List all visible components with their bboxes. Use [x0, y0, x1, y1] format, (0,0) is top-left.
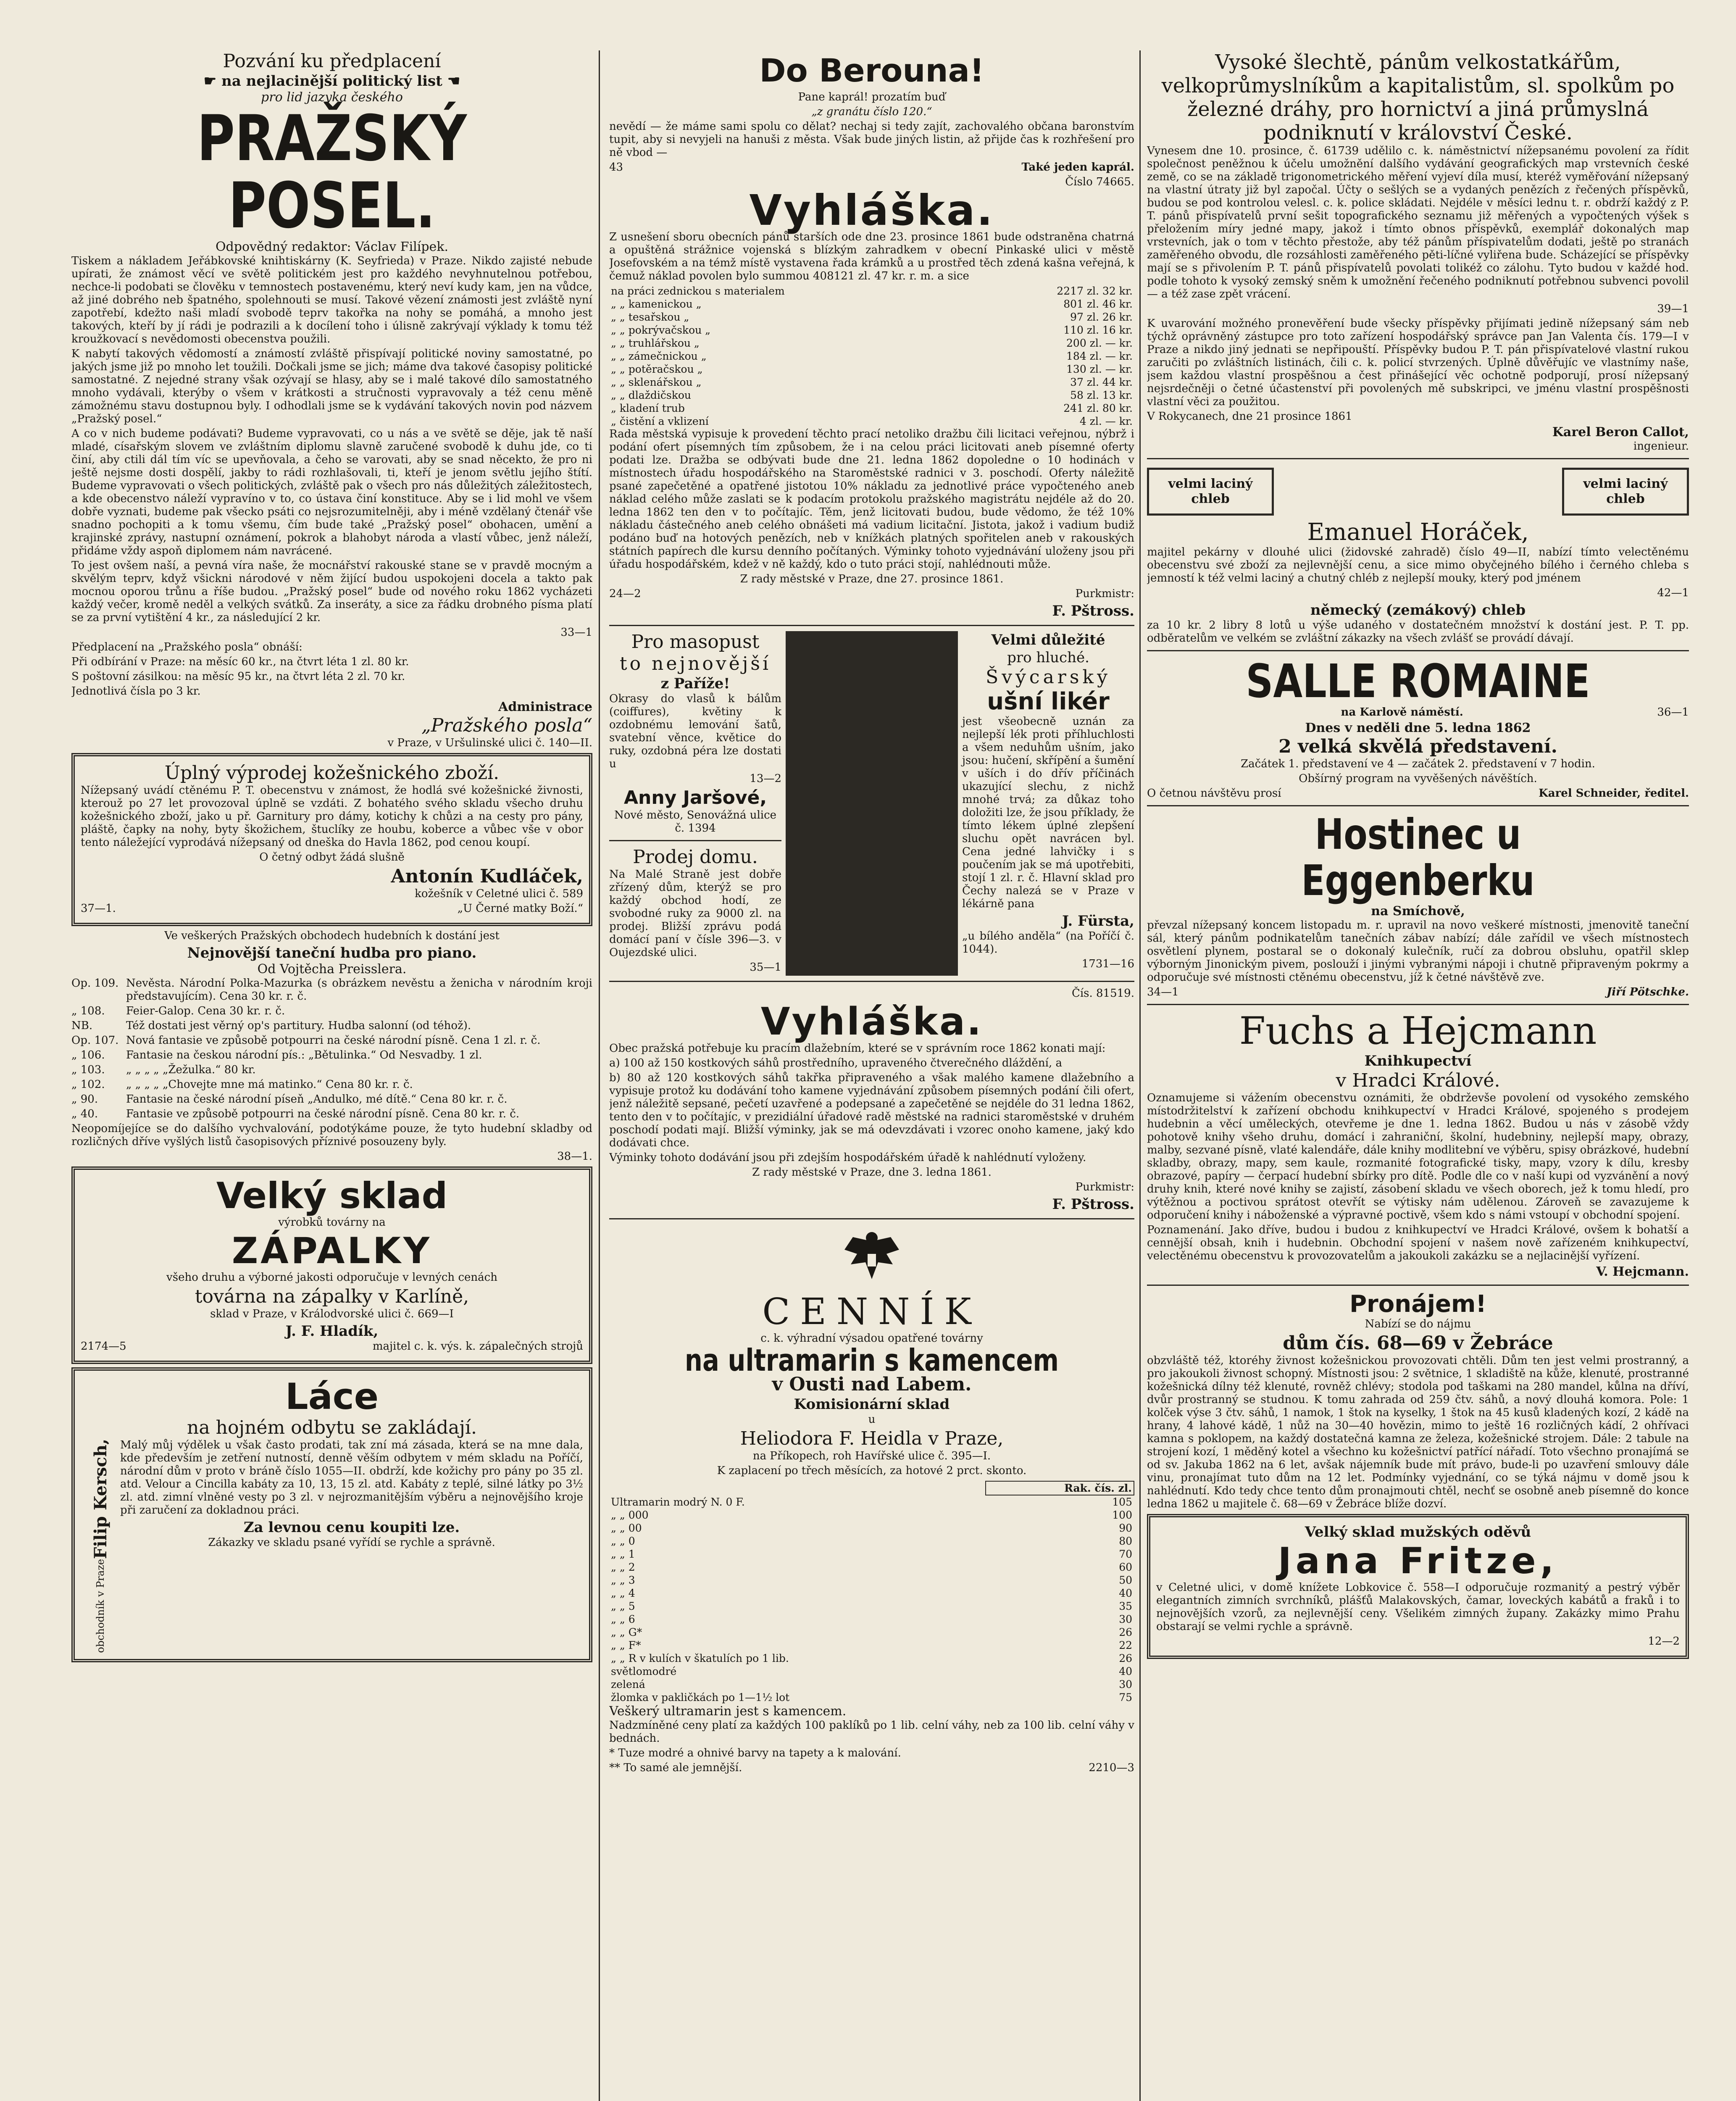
divider [1147, 458, 1689, 459]
beroun-body: nevědí — že máme sami spolu co dělat? nechaj si tedy zajít, zachovalého občana baronstvím tupit, aby si nevyjeli na hanuši z města. Však bude jiných listin, až přijde čas k rozhřešení pro ně vbod — [609, 120, 1134, 159]
cost-value: 130 zl. — kr. [1066, 363, 1133, 375]
inn-title: Hostinec u Eggenberku [1301, 810, 1535, 905]
rent-body: obzvláště též, ktoréhy živnost kožešnickou provozovati chtěli. Dům ten jest velmi prostranný, a pro jakoukoli živnost schopný. Místnosti jsou: 2 světnice, 1 skladiště na kůže, klenuté, prostranné kožešnická dílny též klenuté, rovněž chlévy; stodola pod taškami na 280 mandel, kůlna na dříví, dvůr prostranný se studnou. K tomu zahrada od 259 čtv. sáhů, a nový dlouhá komora. Pole: 1 kolček výse 3 čtv. sáhů, 1 namok, 1 štok na kyselky, 1 štok na 45 kusů kladených kozí, 2 kádě na hrany, 4 lahové kádě, 1 nůž na 30—40 hovězin, mimo to ještě 16 rozličných kádí, 2 ohřívaci kamna s poklopem, na každý dostatečná kamna ze železa, kožešnické strojem. Dále: 2 tabule na strojení kozí, 1 měděný kotel a všechno ku kožešnictví patřící nářadí. Toto všechno pronajímá se od sv. Jakuba 1862 na 6 let, avšak nájemník bude mít právo, bude-li po uzavření smlouvy dále vinu, pronajímat tuto dům na 12 let. Podmínky vyjednání, co se týká nájmu v domě jsou k nahlédnutí. Kdo tedy chce tento dům pronajmouti chtěl, nechť se osobně aneb písemně do konce ledna 1862 u majitele č. 68—69 v Žebráce blíže dozví. [1147, 1354, 1689, 1510]
price-value: 35 [1119, 1600, 1132, 1612]
notice-item: b) 80 až 120 kostkových sáhů takřka připraveného a však malého kamene dlažebního a vypisuje protož ku dodávání toho kamene vyjednávání způsobem písemných podání čili ofert, jenž náležitě sepsané, pečetí uzavřené a podepsané a zapečetěné se nejdéle do 31 ledna 1862, tento den v to počítajíc, v prezidiální úřadové radě městské na radnici staroměstské v druhém poschodí podati mají. Bližší výminky, jak se má odevzdávati i vzorec onoho kamene, jaký kdo dodávati chce. [609, 1072, 1134, 1149]
salle-director: Karel Schneider, ředitel. [1539, 787, 1689, 800]
cheap-side [81, 1439, 120, 1653]
matches-owner: J. F. Hladík, [285, 1323, 379, 1340]
bakery-body: za 10 kr. 2 libry 8 lotů u výše udaného v dostatečném množství k dostání jest. P. T. pp. odběratelům ve velkém se zvláštní zákazky na všech zvlášť se provádí dávají. [1147, 619, 1689, 645]
pricelist-payment: K zaplacení po třech měsících, za hotové 2 prct. skonto. [717, 1464, 1027, 1477]
ad-number: 35—1 [750, 961, 781, 974]
matches-ad [71, 1166, 592, 1364]
table-row [609, 415, 1134, 428]
music-title: Nejnovější taneční hudba pro piano. [187, 945, 477, 961]
table-row [609, 298, 1134, 311]
price-line: Při odbírání v Praze: na měsíc 60 kr., na čtvrt léta 1 zl. 80 kr. [71, 656, 409, 668]
carnival-title: Pro masopust [631, 631, 760, 653]
table-row [609, 1535, 1134, 1548]
music-item: Nevěsta. Národní Polka-Mazurka (s obrázkem nevěstu a ženicha v národním kroji představujícím). Cena 30 kr. r. č. [126, 977, 592, 1003]
subscription-body: To jest ovšem naší, a pevná víra naše, že mocnářství rakouské stane se v pravdě mocným a skvělým teprv, když všickni národové v něm žijící budou uspokojeni docela a takto pak mocnou oporou trůnu a říše budou. „Pražský posel“ bude od nového roku 1862 vycházeti každý večer, kromě neděl a velkých svátků. Za inseráty, a sice za řádku drobného písma platí se za první vytištění 4 kr., za následující 2 kr. [71, 559, 592, 624]
height-maps-place: V Rokycanech, dne 21 prosince 1861 [1147, 410, 1352, 423]
table-row [609, 1495, 1134, 1509]
eagle-emblem-icon [840, 1224, 903, 1287]
clothing-body: v Celetné ulici, v domě knížete Lobkovice č. 558—I odporučuje rozmanitý a pestrý výběr elegantních zimních svrchníků, plášťů Malakovských, čamar, loveckých kabátů a fraků i to nejnovějších vzorů, za nejlevnější ceny. Všelikém zimných župany. Zakázky mimo Prahu obstarají se velmi rychle a správně. [1156, 1581, 1680, 1633]
fur-address: kožešník v Celetné ulici č. 589 [415, 887, 583, 900]
table-row [609, 284, 1134, 298]
cheap-sub: na hojném odbytu se zakládají. [187, 1417, 477, 1438]
divider [1147, 805, 1689, 806]
notice-title: Vyhláška. [749, 186, 994, 235]
price-value: 105 [1112, 1496, 1132, 1508]
matches-sub: výrobků továrny na [278, 1216, 386, 1229]
bakery-body: majitel pekárny v dlouhé ulici (židovské zahradě) číslo 49—II, nabízí tímto velectěnému obecenstvu své zboží za nejlevnější cenu, a sice mimo obyčejného bílého i černého chleba s jemností k též velmi laciný a chutný chléb z nejlepší mouky, který pod jménem [1147, 546, 1689, 584]
ad-number: 24—2 [609, 587, 641, 600]
bookshop-signature: V. Hejcmann. [1596, 1264, 1689, 1279]
music-op: „ 102. [71, 1078, 105, 1091]
matches-body: všeho druhu a výborné jakosti odporučuje v levných cenách [166, 1271, 497, 1284]
column-2 [609, 50, 1134, 2101]
cost-value: 4 zl. — kr. [1079, 415, 1133, 427]
admin-name: „Pražského posla“ [421, 715, 592, 736]
divider [1147, 1004, 1689, 1005]
vertical-divider [786, 631, 958, 976]
notice-body: Obec pražská potřebuje ku pracím dlažebním, které se v správním roce 1862 konati mají: [609, 1042, 1106, 1055]
beroun-line: „z granátu číslo 120.“ [811, 105, 932, 118]
music-top: Ve veškerých Pražských obchodech hudebních k dostání jest [164, 929, 500, 942]
cost-item: „ kladení trub [611, 402, 685, 414]
table-row [609, 1587, 1134, 1600]
cost-item: „ „ tesařskou „ [611, 311, 689, 323]
matches-big: ZÁPALKY [231, 1230, 432, 1272]
notice-2 [609, 987, 1134, 1213]
music-op: „ 90. [71, 1093, 98, 1106]
matches-store: sklad v Praze, v Králodvorské ulici č. 669—I [210, 1308, 454, 1320]
divider [1147, 1285, 1689, 1286]
ad-number: 33—1 [560, 626, 592, 639]
pricelist-merchant: Heliodora F. Heidla v Praze, [740, 1428, 1004, 1449]
column-rule [1139, 50, 1141, 2101]
music-op: NB. [71, 1019, 93, 1032]
cost-item: „ „ truhlářskou „ [611, 337, 700, 349]
rent-title: Pronájem! [1349, 1290, 1486, 1318]
cheap-title: Láce [285, 1376, 379, 1418]
cheap-tail: Za levnou cenu koupiti lze. [243, 1519, 460, 1536]
subscription-body: Tiskem a nákladem Jeřábkovské knihtiskárny (K. Seyfrieda) v Praze. Nikdo zajisté nebude upírati, že známost věcí ve světě politickém jest pro každého nevyhnutelnou potřebou, nechce-li podobati se člověku v temnostech postavenému, který neví kudy kam, jen na vůdce, až jiné dobrého neb špatného, spolehnouti se musí. Takové vězení známosti jest zvláště nyní zapotřebí, kdežto naši mladí svobodě teprv takořka na nohy se pomáhá, a mnoho jest takových, kteří by jí rádi je podrazili a k docílení toho i úlisně zakrývají výklady k tomu též kroužkovací s nevědomosti obecenstva použili. [71, 255, 592, 345]
cost-table [609, 284, 1134, 428]
price-label: „ „ R v kulích v škatulích po 1 lib. [611, 1652, 789, 1664]
clothing-ad [1147, 1514, 1689, 1659]
bookshop-title: Fuchs a Hejcmann [1239, 1009, 1597, 1053]
notice-place: Z rady městské v Praze, dne 27. prosince 1861. [740, 573, 1004, 585]
price-line: S poštovní zásilkou: na měsíc 95 kr., na čtvrt léta 2 zl. 70 kr. [71, 670, 405, 683]
matches-title: Velký sklad [216, 1175, 448, 1217]
music-author: Od Vojtěcha Preisslera. [257, 962, 407, 977]
table-row [609, 1639, 1134, 1652]
divider [609, 981, 1134, 982]
carnival-shop: Anny Jaršové, [623, 787, 767, 808]
matches-factory: továrna na zápalky v Karlíně, [195, 1286, 469, 1307]
column-3 [1147, 50, 1689, 2101]
music-item: Fantasie ve způsobě potpourri na české národní písně. Cena 80 kr. r. č. [126, 1108, 520, 1120]
notice-number: Číslo 74665. [1065, 176, 1134, 188]
beroun-sign: Také jeden kaprál. [1021, 161, 1134, 174]
column-rule [599, 50, 600, 2101]
cost-item: „ „ kamenickou „ [611, 298, 702, 310]
salle-ask: O četnou návštěvu prosí [1147, 787, 1281, 800]
price-value: 80 [1119, 1535, 1132, 1547]
subscription-line-text: na nejlacinější politický list [221, 73, 442, 90]
table-row [609, 1600, 1134, 1613]
carnival-ad [609, 631, 786, 976]
divider [609, 1218, 1134, 1219]
subscription-invite: Pozvání ku předplacení [223, 50, 441, 72]
pricelist-title: CENNÍK [762, 1291, 981, 1333]
price-value: 26 [1119, 1626, 1132, 1638]
pricelist-note: * Tuze modré a ohnivé barvy na tapety a k malování. [609, 1747, 901, 1759]
masthead-title: PRAŽSKÝ POSEL. [197, 102, 467, 242]
music-op: Op. 109. [71, 977, 119, 990]
table-row [609, 350, 1134, 363]
price-value: 30 [1119, 1613, 1132, 1625]
beroun-title: Do Berouna! [759, 52, 984, 89]
cost-item: „ „ zámečnickou „ [611, 350, 707, 362]
house-sale-body: Na Malé Straně jest dobře zřízený dům, kterýž se pro každý obchod hodí, ze svobodné ruky za 9000 zl. na prodej. Bližší zprávu podá domácí paní v čísle 396—3. v Oujezdské ulici. [609, 868, 781, 959]
price-label: „ „ 2 [611, 1561, 635, 1573]
cost-value: 184 zl. — kr. [1066, 350, 1133, 362]
notice-place: Z rady městské v Praze, dne 3. ledna 1861. [752, 1166, 992, 1179]
price-value: 40 [1119, 1665, 1132, 1677]
price-value: 30 [1119, 1678, 1132, 1690]
cost-value: 2217 zl. 32 kr. [1057, 285, 1133, 297]
table-row [609, 402, 1134, 415]
salle-program: Obšírný program na vyvěšených návěštích. [1299, 772, 1537, 785]
salle-date: Dnes v neděli dne 5. ledna 1862 [1305, 721, 1531, 735]
notice-body: Rada městská vypisuje k provedení těchto prací netoliko dražbu čili licitaci veřejnou, nýbrž i podání ofert písemných tím způsobem, že i na celou práci licitovati aneb písemné oferty podati lze. Dražba se odbývati bude dne 21. ledna 1862 dopoledne o 10 hodinách v místnostech úřadu hospodářského na Staroměstské radnici v 3. poschodí. Oferty náležitě psané zapečetěné a opatřené jistotou 10% nákladu za jednotlivé práce vypočteného aneb náklad celého může zaslati se k podacím protokolu pražského magistrátu nejdéle až do 20. ledna 1862 ten den v to počítajíc. Těm, jenž licitovati budou, bude vědomo, že též 10% nákladu částečného aneb celého obnášeti má vadium licitační. Jistota, jakož i vadium budiž podáno buď na hotových penězích, neb v knížkách platných spořitelen aneb v rakouských státních papírech dle kursu denního počítaných. Výminky tohoto vyjednávání uloženy jsou při úřadu hospodářském, kdež v ně každý, kdo o tuto práci stojí, nahlédnouti může. [609, 428, 1134, 571]
table-row [609, 324, 1134, 337]
bookshop-body: Oznamujeme si vážením obecenstvu oznámiti, že obdrževše povolení od vysokého zemského místodržitelství k zařízení obchodu knihkupectví v Hradci Králové, spojeného s prodejem hudebnin a věcí uměleckých, otevřeme je dne 1. ledna 1862. Budou u nás v zásobě vždy pohotově knihy všeho druhu, domácí i zahraniční, školní, hudebniny, nejlepší mapy, obrazy, malby, sezvané písně, vlaté kalendáře, dále knihy modlitební ve výběru, spisy obrázkové, hudební skladby, obrazy, mapy, sem kaule, rozmanité fotografické tisky, mapy, vzory k dílu, kresby obrazové, papíry — čerpací hudební sbírky pro dítě. Podle dle co v naší kupi od vyzvánění a nový druhy knih, které nové knihy se zajistí, zásobení skladu ve všech oborech, jež k tomu hledí, pro výtěžnou a poctivou sprátost otevřít se výtisky nám udělenou. Zároveň se zavazujeme k odporučení knihy i náboženské a výpravné poctivě, všem kdo s námi vstoupí v obchodní spojení. [1147, 1092, 1689, 1222]
ad-number: 42—1 [1657, 587, 1689, 599]
notice-body: Výminky tohoto dodávání jsou při zdejším hospodářském úřadě k nahlédnutí vyloženy. [609, 1151, 1086, 1164]
ear-body: jest všeobecně uznán za nejlepší lék proti příhluchlosti a všem neduhům ušním, jako jsou: hučení, skřípění a šumění v uších i do dřív příčinách ukazující slechu, z nichž mnohé trvá; za důkaz toho doložiti lze, že jsou příklady, že tímto lékem úplné zlepšení sluchu opět navrácen byl. Cena jedné lahvičky i s poučením jak se má upotřebiti, stojí 1 zl. r. č. Hlavní sklad pro Čechy nalezá se v Praze v lékárně pana [962, 715, 1134, 910]
ad-number: 39—1 [1657, 303, 1689, 315]
salle-place: na Karlově náměstí. [1341, 706, 1463, 719]
editor-line: Odpovědný redaktor: Václav Filípek. [215, 240, 449, 254]
price-header: Předplacení na „Pražského posla“ obnáší: [71, 641, 302, 653]
price-value: 26 [1119, 1652, 1132, 1664]
ad-number: 34—1 [1147, 986, 1179, 998]
cost-item: „ „ pokrývačskou „ [611, 324, 711, 336]
cost-item: na práci zednickou s materialem [611, 285, 785, 297]
notice-title: Vyhláška. [760, 1000, 983, 1044]
price-label: „ „ F* [611, 1639, 641, 1651]
price-label: „ „ G* [611, 1626, 642, 1638]
pricelist-warehouse: Komisionární sklad [794, 1396, 950, 1413]
fur-merchant: Antonín Kudláček, [391, 866, 583, 887]
ad-number: 2210—3 [1089, 1761, 1134, 1774]
price-label: „ „ 1 [611, 1548, 635, 1560]
table-row [609, 311, 1134, 324]
ear-title: Velmi důležité [991, 632, 1105, 648]
table-row [609, 376, 1134, 389]
table-row [609, 337, 1134, 350]
bookshop-ad [1147, 1010, 1689, 1280]
price-label: světlomodré [611, 1665, 677, 1677]
music-op: „ 108. [71, 1005, 105, 1017]
cheap-ad [71, 1367, 592, 1662]
house-sale-title: Prodej domu. [633, 846, 758, 868]
cost-value: 97 zl. 26 kr. [1070, 311, 1133, 323]
music-op: „ 103. [71, 1064, 105, 1076]
music-item: Feier-Galop. Cena 30 kr. r. č. [126, 1005, 285, 1017]
notice-signature: F. Pštross. [1052, 603, 1134, 619]
music-item: „ „ „ „ „Žežulka.“ 80 kr. [126, 1064, 256, 1076]
table-header [609, 1481, 1134, 1495]
price-value: 75 [1119, 1691, 1132, 1703]
table-row [609, 1574, 1134, 1587]
clothing-title: Velký sklad mužských oděvů [1305, 1524, 1531, 1540]
price-label: „ „ 6 [611, 1613, 635, 1625]
fur-body: Nížepsaný uvádí ctěnému P. T. obecenstvu v známost, že hodlá své kožešnické živnosti, kterouž po 27 let provozoval úplně se vzdáti. Z bohatého svého skladu všecho druhu kožešnického zboží, jako u př. Garnitury pro dámy, kotichy k chůzi a na cesty pro pány, pláště, čapky na nohy, byty škožichem, štuclíky ze houbu, koberce a vůbec vše v obor tento náležející vyprodává nížepsaný od dneška do Havla 1862, pod cenou koupí. [81, 784, 583, 849]
subscription-body: A co v nich budeme podávati? Budeme vypravovati, co u nás a ve světě se děje, jak tě naší mladé, císařským slovem ve zvláštním diplomu slavně zaručené svobodě k duhu jde, co ti činí, aby ctili dál tím víc se upevňovala, a čeho se varovati, aby se snad něcekto, že pro ni ještě nejsme dosti dospělí, jakby to rádi rozhlašovali, ti, kteří je jenom světlu jejího štítí. Budeme vypravovati o všech politických, zvláště pak o všech pro nás důležitých záležitostech, a kde obecenstvo náleží vypravíno v to, co ústava činí konstituce. Aby se i lid mohl ve všem dobře vyznati, budeme pak všecko psáti co nejsrozumitelněji, aby i méně vzdělaný čtenář vše snadno pochopiti a k tomu všemu, čím bude také „Pražský posel“ obohacen, umění a krajinské zprávy, nastupní oznámení, pokrok a blahobyt národa a vlastí vůbec, jenž náleží, přidáme vždy aspoň diplomem nám navrácené. [71, 427, 592, 557]
ad-number: 13—2 [750, 772, 781, 785]
notice-number: Čís. 81519. [1071, 987, 1134, 1000]
subscription-ad [71, 50, 592, 750]
music-op: „ 40. [71, 1108, 98, 1120]
price-label: žlomka v pakličkách po 1—1½ lot [611, 1691, 790, 1703]
price-value: 90 [1119, 1522, 1132, 1534]
table-row [609, 1613, 1134, 1626]
clothing-owner: Jana Fritze, [1278, 1540, 1558, 1582]
pricelist-place: v Ousti nad Labem. [772, 1374, 972, 1395]
ad-number: 43 [609, 161, 623, 174]
salle-title: SALLE ROMAINE [1246, 654, 1590, 708]
notice-1 [609, 186, 1134, 620]
bookshop-sub: Knihkupectví [1364, 1053, 1472, 1069]
cost-value: 37 zl. 44 kr. [1070, 376, 1133, 388]
subscription-line: ☛ na nejlacinější politický list ☚ [203, 73, 460, 90]
rent-lead: Nabízí se do nájmu [1365, 1318, 1471, 1330]
subscription-body: K nabytí takových vědomostí a známostí zvláště přispívají politické noviny samostatné, po jakých jsme již po mnoho let toužili. Dočkali jsme se jich; máme dva takové časopisy politické samostatné. Z nejedné strany však ozývají se hlasy, aby se i malé takové dílo samostatného mnoho vydávali, kterýby o všem v krátkosti a stručnosti vypravovaly a též cenu měně zámožnému stavu dostupnou byly. I odhodlali jsme se k vydávání takových novin pod názvem „Pražský posel.“ [71, 348, 592, 425]
height-maps-name: Karel Beron Callot, [1552, 425, 1689, 440]
ear-title: pro hluché. [1007, 649, 1089, 666]
table-row [609, 1522, 1134, 1535]
cost-value: 241 zl. 80 kr. [1063, 402, 1133, 414]
cost-value: 200 zl. — kr. [1066, 337, 1133, 349]
cost-item: „ „ sklenářskou „ [611, 376, 702, 388]
carnival-title: z Paříže! [660, 675, 730, 692]
cost-value: 801 zl. 46 kr. [1063, 298, 1133, 310]
height-maps-body: K uvarování možného pronevěření bude všecky příspěvky přijímati jedině nížepsaný sám neb týchž oprávněný zástupce pro toto zařízení hospodářský správce pan Jan Valenta čís. 179—I v Praze a nikdo jiný jednati se nepřipouští. Příspěvky budou P. T. pán přispívatelové vlastní rukou zaručiti po zvláštních listinách, čili c. k. policí stvrzených. Úplně důvěřujíc ve vlastnímy naše, jsem každou vlastní prospěšnou a čest přinášející věc ochotně podporují, prosí nížepsaný nejsrdečněji o četné účastenství při povolených mě subskripci, ve jménu vlastní prospěšnosti vlastní věci za použitou. [1147, 317, 1689, 408]
bakery-ad [1147, 464, 1689, 645]
rent-ad [1147, 1291, 1689, 1511]
divider [609, 625, 1134, 626]
ad-number: 1731—16 [1081, 958, 1134, 970]
music-op: „ 106. [71, 1049, 105, 1061]
height-maps-role: ingenieur. [1633, 440, 1689, 453]
table-row [609, 1626, 1134, 1639]
ear-address: „u bílého anděla“ (na Poříčí č. 1044). [962, 930, 1134, 956]
matches-role: majitel c. k. výs. k. zápalečných strojů [372, 1340, 583, 1353]
price-value: 60 [1119, 1561, 1132, 1573]
price-value: 40 [1119, 1587, 1132, 1599]
table-row [609, 1678, 1134, 1691]
price-value: 22 [1119, 1639, 1132, 1651]
cheap-body: Malý můj výdělek u však často prodati, tak zní má zásada, která se na mne dala, kde především je zetření nutností, denně věším odbytem v mém skladu na Poříčí, národní dům v proto v bráně číslo 1055—II. obdrží, kde kožichy pro pány po 35 zl. atd. Velour a Cincilla kabáty za 10, 13, 15 zl. atd. Kabáty z teplé, silné látky po 3½ zl. atd. zimní vlněné vesty po 3 zl. v nejrozmanitějším výběru a nejnovějšího kroje při zaručení za dokladnou práci. [120, 1439, 583, 1517]
price-label: „ „ 4 [611, 1587, 635, 1599]
fur-title: Úplný výprodej kožešnického zboží. [164, 762, 500, 784]
ear-liqueur-ad [958, 631, 1134, 976]
pricelist-u: u [868, 1413, 876, 1426]
bakery-bread: německý (zemákový) chleb [1310, 602, 1526, 619]
fur-sale-ad [71, 753, 592, 926]
beroun-line: Pane kaprál! prozatím buď [798, 91, 946, 103]
salle-romaine-ad [1147, 656, 1689, 800]
notice-signature: F. Pštross. [1052, 1196, 1134, 1213]
pricelist-note: ** To samé ale jemnější. [609, 1761, 742, 1774]
beroun-notice [609, 50, 1134, 174]
admin-label: Administrace [498, 700, 592, 714]
ad-number: 12—2 [1648, 1635, 1680, 1648]
price-label: Ultramarin modrý N. 0 F. [611, 1495, 745, 1508]
divider [609, 840, 781, 841]
bakery-badge: velmi laciný chleb [1562, 468, 1689, 516]
bakery-owner: Emanuel Horáček, [1307, 519, 1529, 546]
price-label: „ „ 00 [611, 1522, 642, 1534]
table-row [609, 1691, 1134, 1704]
price-label: „ „ 000 [611, 1509, 649, 1521]
divider [1147, 650, 1689, 651]
cheap-end: Zákazky ve skladu psané vyřídí se rychle a správně. [208, 1536, 495, 1549]
fur-address: „U Černé matky Boží.“ [457, 902, 583, 915]
music-item: Fantasie na české národní píseň „Andulko, mé dítě.“ Cena 80 kr. r. č. [126, 1093, 508, 1106]
inn-body: převzal nížepsaný koncem listopadu m. r. upravil na novo veškeré místnosti, jmenovitě taneční sál, který pánům podnikatelům tanečních zábav nabízí; dále zařídil ve všech místnostech osvětlení plynem, postaral se o dokonalý kulečník, ručí za dobrou obsluhu, opatřil sklep výborným Jinonickým pivem, poslouží i jinými vybranými nápoji i chutně připraveným pokrmy a odporučuje své místnosti ctěnému obecenstvu, jíž k četné návštěvě zve. [1147, 919, 1689, 984]
table-row [609, 1652, 1134, 1665]
music-ad [71, 929, 592, 1163]
price-value: 70 [1119, 1548, 1132, 1560]
bookshop-place: v Hradci Králové. [1336, 1070, 1500, 1091]
height-maps-title: Vysoké šlechtě, pánům velkostatkářům, velkoprůmyslníkům a kapitalistům, sl. spolkům po železné dráhy, pro hornictví a jiná průmyslná podniknutí v království České. [1161, 50, 1675, 145]
cost-item: „ „ potěračskou „ [611, 363, 703, 375]
notice-role: Purkmistr: [1075, 1181, 1134, 1193]
carnival-title: to nejnovější [619, 653, 771, 674]
pricelist-note: Nadzmíněné ceny platí za každých 100 paklíků po 1 lib. celní váhy, neb za 100 lib. celní váhy v bednách. [609, 1719, 1134, 1745]
cost-item: „ čistění a vklizení [611, 415, 709, 427]
height-maps-ad [1147, 50, 1689, 453]
subscription-audience: pro lid jazyka českého [261, 90, 403, 105]
ear-pharmacist: J. Fürsta, [1062, 913, 1134, 929]
ad-number: 38—1. [557, 1150, 592, 1163]
price-value: 100 [1112, 1509, 1132, 1521]
music-list [71, 977, 592, 1121]
fur-ref: O četný odbyt žádá slušně [259, 851, 405, 864]
pricelist-ad [609, 1224, 1134, 1775]
price-label: „ „ 0 [611, 1535, 635, 1547]
inn-owner: Jiří Pötschke. [1607, 986, 1689, 998]
cheap-side-role: obchodník v Praze [95, 1559, 106, 1653]
pricelist-product: na ultramarin s kamencem [684, 1343, 1059, 1378]
salle-time: Začátek 1. představení ve 4 — začátek 2. představení v 7 hodin. [1241, 758, 1595, 770]
table-row [609, 389, 1134, 402]
music-item: Nová fantasie ve způsobě potpourri na české národní písně. Cena 1 zl. r. č. [126, 1034, 541, 1047]
carnival-body: Okrasy do vlasů k bálům (coiffures), květiny k ozdobnému lemování šatů, svatební věnce, květice do ruky, ozdobná péra lze dostati u [609, 692, 781, 770]
inn-ad [1147, 811, 1689, 999]
table-row [609, 1665, 1134, 1678]
ad-number: 36—1 [1657, 706, 1689, 719]
pricelist-note: Veškerý ultramarin jest s kamencem. [609, 1704, 847, 1719]
table-row [609, 1548, 1134, 1561]
notice-role: Purkmistr: [1075, 587, 1134, 600]
music-op: Op. 107. [71, 1034, 119, 1047]
twin-ads [609, 631, 1134, 976]
ear-title: ušní likér [987, 688, 1110, 715]
cost-item: „ „ dlaždičskou [611, 389, 692, 401]
table-header-price: Rak. čís. zl. [986, 1481, 1134, 1495]
admin-address: v Praze, v Uršulinské ulici č. 140—II. [387, 737, 592, 749]
cheap-side-name: Filip Kersch, [90, 1439, 110, 1559]
music-note: Neopomíjejíce se do dalšího vychvalování, podotýkáme pouze, že tyto hudební skladby od rozličných dříve vyšlých listů časopisových příznivé posouzeny byly. [71, 1122, 592, 1148]
price-label: „ „ 5 [611, 1600, 635, 1612]
pricelist-address: na Příkopech, roh Havířské ulice č. 395—I. [752, 1450, 991, 1462]
cost-value: 58 zl. 13 kr. [1070, 389, 1133, 401]
table-row [609, 363, 1134, 376]
price-label: „ „ 3 [611, 1574, 635, 1586]
table-row [609, 1509, 1134, 1522]
salle-main: 2 velká skvělá představení. [1278, 736, 1557, 757]
column-1 [71, 50, 592, 2101]
pricelist-sub: c. k. výhradní výsadou opatřené továrny [760, 1332, 983, 1345]
ad-number: 37—1. [81, 902, 116, 915]
notice-body: Z usnešení sboru obecních pánů starších ode dne 23. prosince 1861 bude odstraněna chatrná a opuštěná strážnice vojenská s blízkým zahradkem v obecní Pinkaské ulici v městě Josefovském a na témž místě vystavena řada krámků a u prostřed těch zdená kašna veřejná, k čemuž náklad povolen bylo summou 408121 zl. 47 kr. r. m. a sice [609, 231, 1134, 282]
cost-value: 110 zl. 16 kr. [1063, 324, 1133, 336]
table-row [609, 1561, 1134, 1574]
price-label: zelená [611, 1678, 645, 1690]
ear-title: Švýcarský [986, 666, 1111, 688]
ad-number: 2174—5 [81, 1340, 126, 1353]
music-item: Též dostati jest věrný op's partitury. Hudba salonní (od téhož). [126, 1019, 471, 1032]
music-item: Fantasie na českou národní pís.: „Bětulinka.“ Od Nesvadby. 1 zl. [126, 1049, 482, 1061]
price-line: Jednotlivá čísla po 3 kr. [71, 685, 201, 698]
music-item: „ „ „ „ „Chovejte mne má matinko.“ Cena 80 kr. r. č. [126, 1078, 413, 1091]
inn-place: na Smíchově, [1371, 904, 1465, 919]
notice-item: a) 100 až 150 kostkových sáhů prostředního, upraveného čtverečného dláždění, a [609, 1057, 1062, 1069]
ultramarine-table [609, 1481, 1134, 1704]
bookshop-note: Poznamenání. Jako dříve, budou i budou z knihkupectví ve Hradci Králové, ovšem k bohatší a cennější obsah, knih i hudebnin. Obchodní spojení v našem nově zařízeném knihkupectví, velectěnému obecenstvu k provozovatelům a jakoukoli zakázku se a nejlacinější vyřízení. [1147, 1224, 1689, 1262]
carnival-address: Nové město, Senovážná ulice č. 1394 [614, 809, 777, 835]
bakery-badge: velmi laciný chleb [1147, 468, 1274, 516]
height-maps-body: Vynesem dne 10. prosince, č. 61739 udělilo c. k. náměstnictví nížepsanému povolení za řídit společnost peněžnou k účelu umožnění dalšího vydávání geografických map vrstevních české země, co se na základě trigonometrického měření vyjeví díla musí, kteréž vyměřování nížepsaný na vlastní útraty již byl započal. Účty o sešlých se a vydaných penězích z řečených příspěvků, budou se pod kontrolou velesl. c. k. police skládati. Nejdéle v měsíci lednu t. r. obdrží každý z P. T. pánů přispívatelů první sešit topografického seznamu již měřených a vypočtených výšek s přeložením míry jedné mapy, jakož i tímto obnos příspěvků, exemplář dokonalých map vrstevních, jak o tom v těchto přestože, aby též pánům příspivatelům dodati, ještě po stranách zaměřeného obvodu, dle rozsáhlosti zaměřeného pěti-líčné vyliřena bude. Scházející se příspěvky mají se s přivolením P. T. pánů přispívatelů povolati tolikéž co zálohu. Tyto budou v každé hod. podle tohoto k vysoký zemský sněm k umožnění řečeného podniknutí potřebnou subvenci povolil — a též zase zpět vrácení. [1147, 145, 1689, 300]
rent-house: dům čís. 68—69 v Žebráce [1283, 1332, 1553, 1354]
price-value: 50 [1119, 1574, 1132, 1586]
